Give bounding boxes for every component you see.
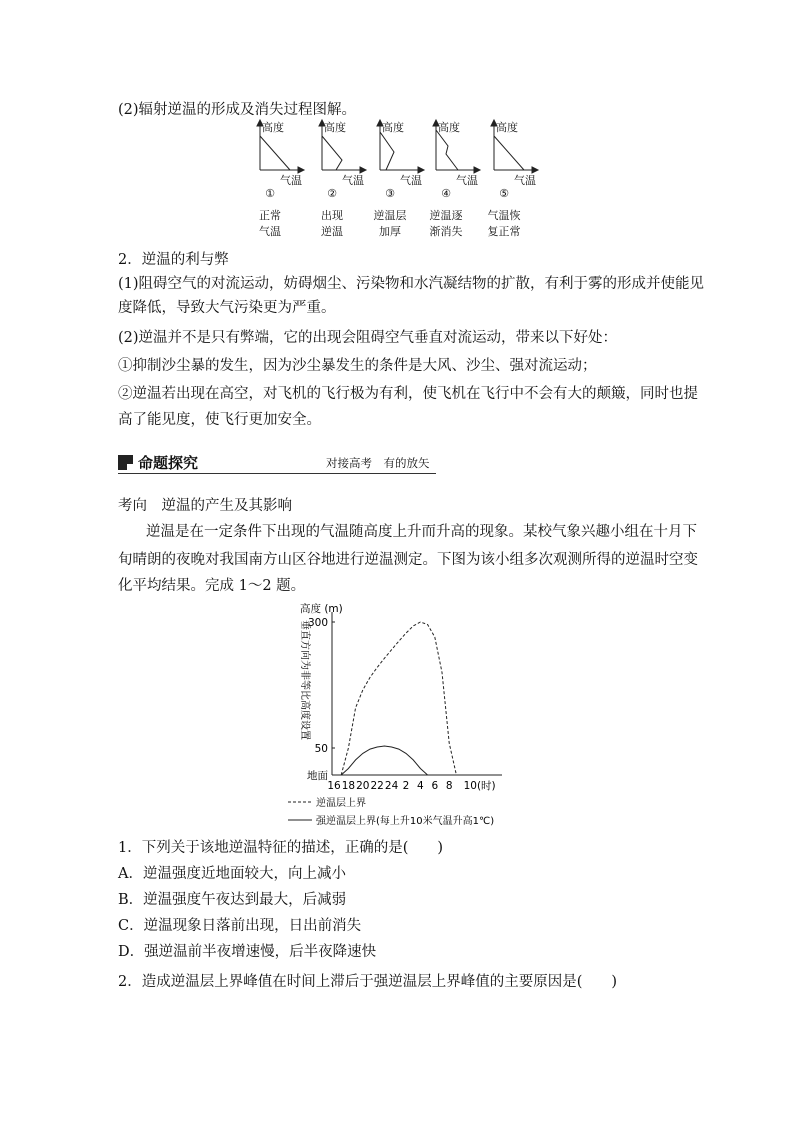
panel-1-num: ① bbox=[265, 187, 275, 200]
x-tick-label: 8 bbox=[445, 780, 453, 792]
y-tick-label: 50 bbox=[314, 743, 328, 755]
topic-intro-a: 逆温是在一定条件下出现的气温随高度上升而升高的现象。某校气象兴趣小组在十月下 bbox=[146, 524, 697, 540]
topic-intro-c: 化平均结果。完成 1～2 题。 bbox=[118, 578, 306, 594]
section-header bbox=[118, 452, 436, 476]
panel-1-caption-2: 气温 bbox=[259, 225, 281, 238]
panel-4-caption-1: 逆温逐 bbox=[429, 209, 463, 222]
panel-3-num: ③ bbox=[385, 187, 395, 200]
panel-3-caption-1: 逆温层 bbox=[373, 209, 407, 222]
series-strong-inversion-upper-bound bbox=[341, 746, 427, 775]
panel-3-caption-2: 加厚 bbox=[379, 225, 401, 238]
question-1-option-d: D．强逆温前半夜增速慢，后半夜降速快 bbox=[118, 944, 377, 960]
panel-4-axis-y: 高度 bbox=[438, 121, 460, 134]
pros-cons-heading: 2．逆温的利与弊 bbox=[118, 252, 229, 268]
x-tick-label: 16 bbox=[327, 780, 341, 792]
panel-3-axis-y: 高度 bbox=[382, 121, 404, 134]
topic-intro-b: 旬晴朗的夜晚对我国南方山区谷地进行逆温测定。下图为该小组多次观测所得的逆温时空变 bbox=[118, 552, 698, 568]
pros-cons-p1-a: (1)阻碍空气的对流运动，妨碍烟尘、污染物和水汽凝结物的扩散，有利于雾的形成并使能见 bbox=[118, 276, 705, 292]
panel-5-axis-x: 气温 bbox=[514, 174, 536, 187]
panel-4-caption-2: 渐消失 bbox=[429, 225, 463, 238]
section-title: 命题探究 bbox=[138, 454, 199, 472]
pros-cons-p1-b: 度降低，导致大气污染更为严重。 bbox=[118, 300, 336, 316]
x-tick-label: 24 bbox=[384, 780, 399, 792]
panel-2-caption-2: 逆温 bbox=[321, 225, 343, 238]
x-tick-label: 10(时) bbox=[463, 780, 496, 792]
x-tick-label: 4 bbox=[417, 780, 424, 792]
legend-label: 逆温层上界 bbox=[316, 798, 366, 809]
panel-2-axis-y: 高度 bbox=[324, 121, 346, 134]
x-tick-label: 6 bbox=[431, 780, 439, 792]
pros-cons-p4-a: ②逆温若出现在高空，对飞机的飞行极为有利，使飞机在飞行中不会有大的颠簸，同时也提 bbox=[118, 386, 698, 402]
question-1-option-b: B．逆温强度午夜达到最大，后减弱 bbox=[118, 892, 347, 908]
panel-4-num: ④ bbox=[441, 187, 451, 200]
topic-label: 考向 逆温的产生及其影响 bbox=[118, 498, 292, 514]
panel-1-caption-1: 正常 bbox=[259, 209, 281, 222]
panel-2-num: ② bbox=[327, 187, 337, 200]
question-1-option-a: A．逆温强度近地面较大，向上减小 bbox=[118, 866, 346, 882]
y-side-note: 垂直方向为非等比高度设置 bbox=[299, 620, 310, 740]
series-inversion-upper-bound bbox=[341, 622, 456, 775]
section-square-icon bbox=[118, 455, 133, 470]
legend-label: 强逆温层上界(每上升10米气温升高1℃) bbox=[316, 816, 495, 827]
inversion-chart bbox=[280, 600, 520, 832]
inversion-chart-svg bbox=[280, 600, 520, 832]
panel-5-caption-1: 气温恢 bbox=[487, 209, 521, 222]
pros-cons-p3: ①抑制沙尘暴的发生，因为沙尘暴发生的条件是大风、沙尘、强对流运动； bbox=[118, 358, 597, 374]
panel-1-axis-y: 高度 bbox=[262, 121, 284, 134]
y-tick-label: 地面 bbox=[307, 770, 328, 782]
panel-2-axis-x: 气温 bbox=[342, 174, 364, 187]
panel-3-axis-x: 气温 bbox=[400, 174, 422, 187]
x-tick-label: 22 bbox=[370, 780, 384, 792]
radiation-heading: (2)辐射逆温的形成及消失过程图解。 bbox=[118, 102, 357, 118]
x-tick-label: 20 bbox=[356, 780, 370, 792]
section-rule bbox=[118, 473, 436, 474]
x-tick-label: 2 bbox=[402, 780, 410, 792]
question-2: 2．造成逆温层上界峰值在时间上滞后于强逆温层上界峰值的主要原因是( ) bbox=[118, 974, 618, 990]
pros-cons-p2: (2)逆温并不是只有弊端，它的出现会阻碍空气垂直对流运动，带来以下好处： bbox=[118, 330, 618, 346]
radiation-diagrams bbox=[250, 118, 550, 243]
section-subtitle: 对接高考 有的放矢 bbox=[326, 456, 430, 470]
y-tick-label: 300 bbox=[307, 617, 328, 629]
panel-5-num: ⑤ bbox=[499, 187, 509, 200]
pros-cons-p4-b: 高了能见度，使飞行更加安全。 bbox=[118, 412, 321, 428]
panel-4-axis-x: 气温 bbox=[456, 174, 478, 187]
panel-5-axis-y: 高度 bbox=[496, 121, 518, 134]
x-tick-label: 18 bbox=[341, 780, 356, 792]
panel-1-axis-x: 气温 bbox=[280, 174, 302, 187]
y-axis-label: 高度 (m) bbox=[300, 603, 343, 615]
question-1-option-c: C．逆温现象日落前出现，日出前消失 bbox=[118, 918, 362, 934]
panel-2-caption-1: 出现 bbox=[321, 209, 343, 222]
question-1: 1．下列关于该地逆温特征的描述，正确的是( ) bbox=[118, 840, 444, 856]
panel-5-caption-2: 复正常 bbox=[487, 225, 521, 238]
